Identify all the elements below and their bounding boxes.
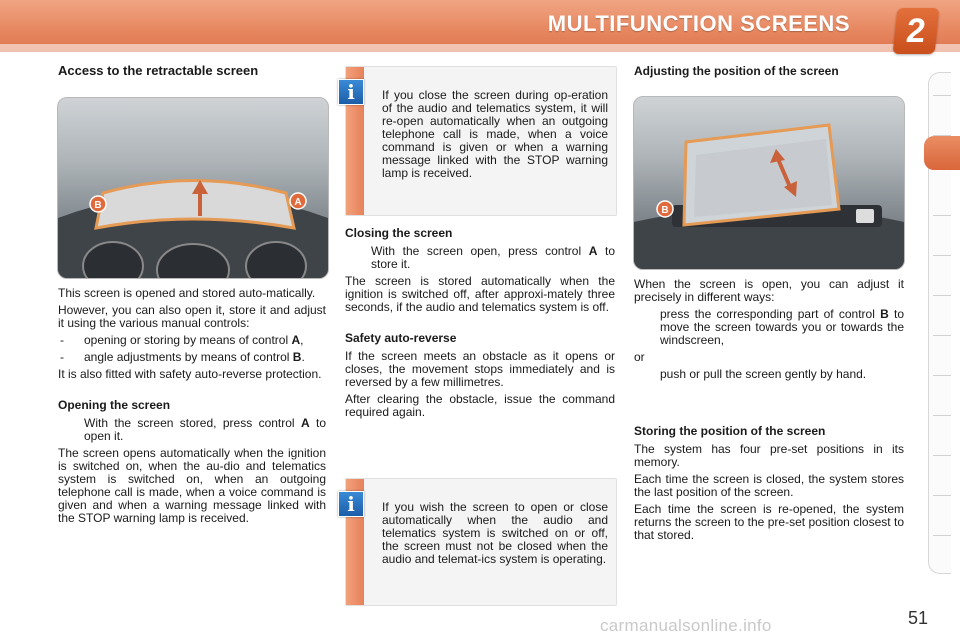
control-b-label: B [661,205,669,216]
page-number: 51 [908,608,929,628]
chapter-tab-active[interactable] [924,136,960,170]
left-column-text [58,287,326,529]
intro-text: This screen is opened and stored auto-matically. [58,286,316,300]
safety-note: It is also fitted with safety auto-reverse protection. [58,367,322,381]
info-box-top [345,66,617,216]
info-text: If you wish the screen to open or close automatically when the audio and telematics system is switched on or off, the screen must not be closed when the audio and telemat-ics system is operating. [382,500,608,566]
page-title: MULTIFUNCTION SCREENS [547,11,850,36]
list-item: - angle adjustments by means of control B. [60,350,305,364]
list-item: - opening or storing by means of control A, [60,333,304,347]
storing-text: Each time the screen is re-opened, the system returns the screen to the pre-set position closest to that stored. [634,502,904,542]
dashboard-photo-access [57,97,329,279]
opening-heading: Opening the screen [58,398,171,412]
storing-text: The system has four pre-set positions in its memory. [634,442,904,469]
manual-controls-text: However, you can also open it, store it and adjust it using the various manual controls: [58,303,326,330]
info-icon: i [338,491,364,517]
info-box-bottom [345,478,617,606]
watermark: carmanualsonline.info [600,616,772,635]
adjust-intro: When the screen is open, you can adjust it precisely in different ways: [634,277,904,304]
screen-illustration [634,97,904,269]
section-heading-access: Access to the retractable screen [58,63,259,78]
or-text: or [634,350,645,364]
safety-text: After clearing the obstacle, issue the command required again. [345,392,615,419]
list-item: With the screen open, press control A to store it. [371,244,616,271]
right-column-text [634,278,904,546]
opening-text: The screen opens automatically when the ignition is switched on, when the au-dio and telematics system is switched on, when an outgoing telephone call is made, when a voice command is given and when a warning message linked with the STOP warning lamp is received. [58,446,326,525]
dashboard-photo-adjust [633,96,905,270]
list-item: press the corresponding part of control B to move the screen towards you or towards the windscreen, [660,307,905,347]
control-a-label: A [294,197,302,208]
list-item: push or pull the screen gently by hand. [660,367,867,381]
control-b-label: B [94,200,102,211]
info-icon: i [338,79,364,105]
safety-heading: Safety auto-reverse [345,331,457,345]
list-item: With the screen stored, press control A to open it. [84,416,327,443]
page-header [0,0,960,52]
adjust-heading: Adjusting the position of the screen [634,64,839,78]
storing-heading: Storing the position of the screen [634,424,826,438]
safety-text: If the screen meets an obstacle as it opens or closes, the movement stops immediately and is reversed by a few millimetres. [345,349,615,389]
middle-column-text [345,227,615,423]
info-text: If you close the screen during op-eration of the audio and telematics system, it will re-open automatically when an outgoing telephone call is made, when a voice command is given or when a warning message linked with the STOP warning lamp is received. [382,88,608,180]
closing-text: The screen is stored automatically when the ignition is switched off, after approxi-mately three seconds, if the audio and telematics system is off. [345,274,615,314]
dashboard-illustration [58,98,328,278]
chapter-badge: 2 [893,8,940,54]
storing-text: Each time the screen is closed, the system stores the last position of the screen. [634,472,904,499]
closing-heading: Closing the screen [345,226,453,240]
header-band [0,44,960,52]
